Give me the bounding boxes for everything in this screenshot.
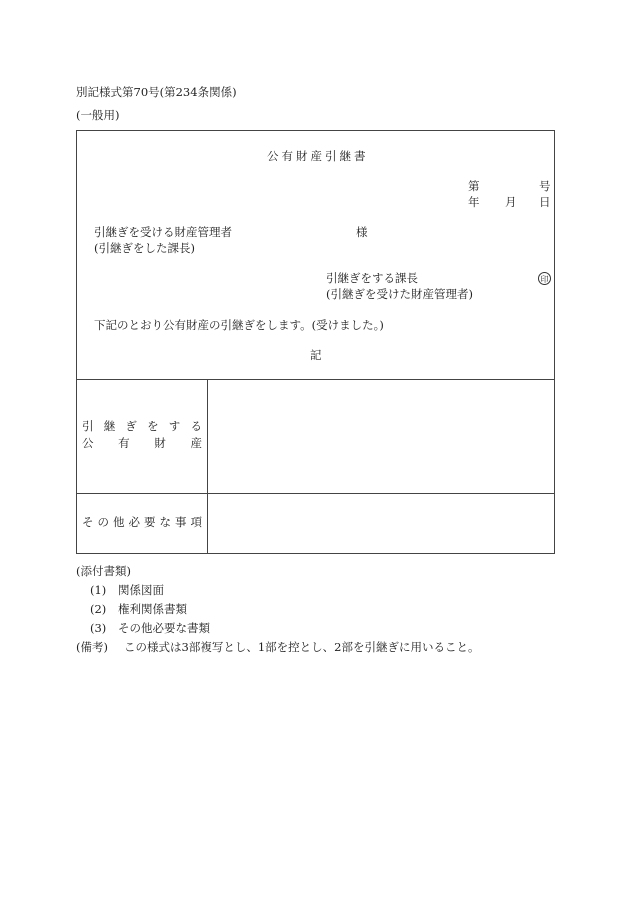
recipient-honorific: 様 — [356, 225, 368, 239]
attachment-num: (2) — [90, 602, 107, 616]
property-value-cell[interactable] — [208, 380, 554, 493]
remarks-label: (備考) — [76, 640, 108, 654]
attachment-text: その他必要な書類 — [118, 621, 210, 635]
remarks-text: この様式は3部複写とし、1部を控とし、2部を引継ぎに用いること。 — [124, 640, 480, 654]
ki-marker: 記 — [310, 348, 322, 362]
body-statement: 下記のとおり公有財産の引継ぎをします。(受けました。) — [94, 318, 384, 332]
other-matters-label: そ の 他 必 要 な 事 項 — [82, 515, 202, 529]
sender-title: 引継ぎをする課長 — [326, 271, 418, 285]
attachment-num: (1) — [90, 583, 107, 597]
form-title: 公有財産引継書 — [267, 149, 369, 163]
attachments-heading: (添付書類) — [76, 564, 131, 578]
recipient-title: 引継ぎを受ける財産管理者 — [94, 225, 232, 239]
usage-note: (一般用) — [76, 108, 120, 122]
form-number: 別記様式第70号(第234条関係) — [76, 85, 237, 99]
date-year: 年 — [468, 195, 480, 209]
seal-mark-icon: 印 — [538, 272, 551, 285]
number-suffix: 号 — [539, 179, 551, 193]
attachment-text: 関係図面 — [118, 583, 164, 597]
attachment-num: (3) — [90, 621, 107, 635]
date-month: 月 — [505, 195, 517, 209]
property-label-line2: 公 有 財 産 — [82, 436, 202, 450]
date-day: 日 — [539, 195, 551, 209]
number-prefix: 第 — [468, 179, 480, 193]
sender-alt-title: (引継ぎを受けた財産管理者) — [326, 287, 473, 301]
attachment-text: 権利関係書類 — [118, 602, 187, 616]
other-matters-label-cell — [77, 494, 207, 554]
property-label-line1: 引 継 ぎ を す る — [82, 419, 202, 433]
form-frame — [76, 130, 555, 554]
property-label-cell — [77, 380, 207, 493]
recipient-alt-title: (引継ぎをした課長) — [94, 241, 195, 255]
other-matters-value-cell[interactable] — [208, 494, 554, 554]
